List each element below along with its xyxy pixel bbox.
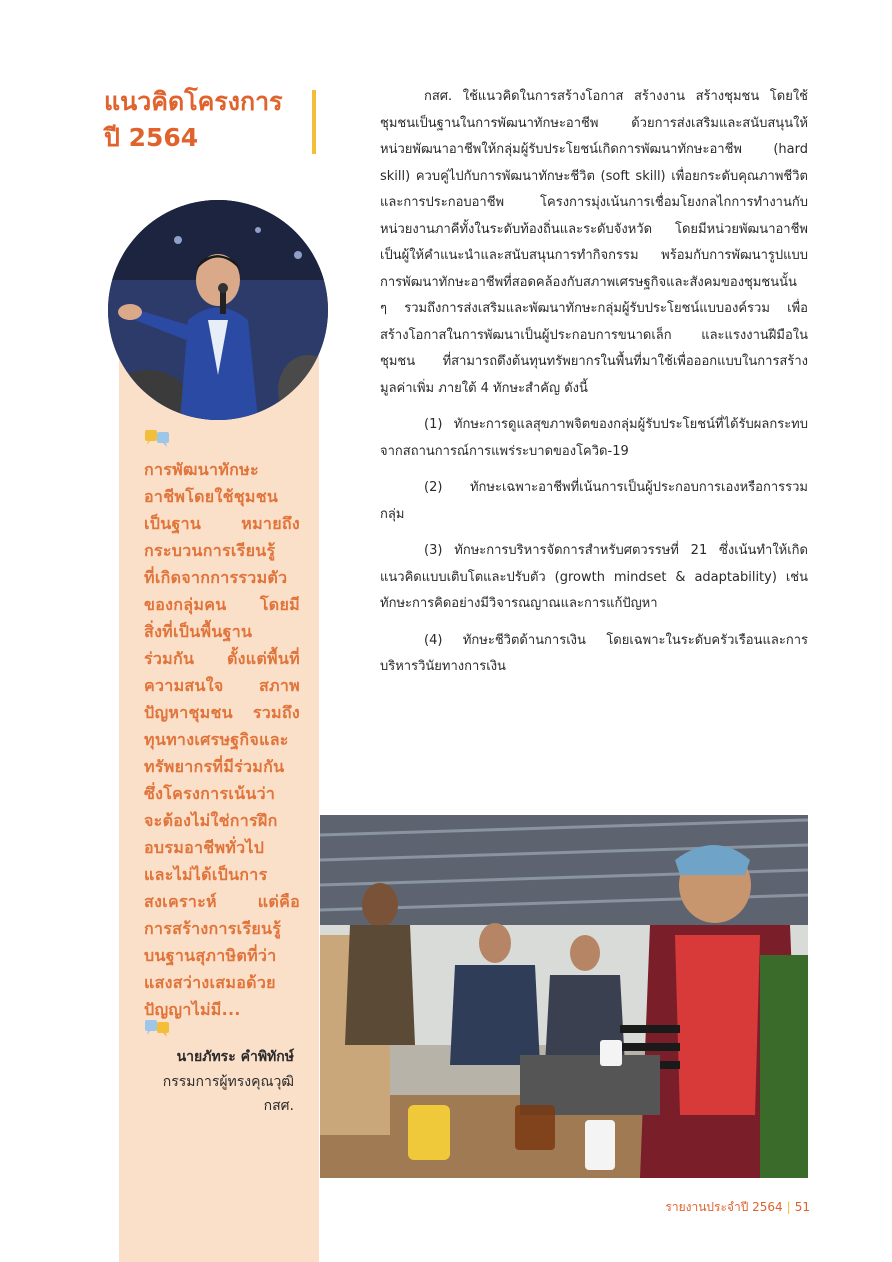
quote-line: ทรัพยากรที่มีร่วมกัน: [144, 757, 285, 776]
speaker-portrait-photo: [108, 200, 328, 420]
quote-close-icon: [144, 1020, 170, 1040]
quote-line: แสงสว่างเสมอด้วย: [144, 973, 276, 992]
heading-line-2: ปี 2564: [104, 123, 199, 152]
footer-report-title: รายงานประจำปี 2564: [665, 1200, 783, 1214]
quote-line: เป็นฐาน หมายถึง: [144, 514, 300, 533]
quote-line: บนฐานสุภาษิตที่ว่า: [144, 946, 277, 965]
body-text: [380, 84, 808, 691]
quote-line: สิ่งที่เป็นพื้นฐาน: [144, 622, 253, 641]
quote-line: อบรมอาชีพทั่วไป: [144, 838, 265, 857]
quote-author-title: [120, 1070, 294, 1118]
page-footer: [600, 1198, 810, 1217]
quote-line: กระบวนการเรียนรู้: [144, 541, 276, 560]
quote-line: จะต้องไม่ใช่การฝึก: [144, 811, 278, 830]
quote-line: ที่เกิดจากการรวมตัว: [144, 568, 288, 587]
quote-line: ความสนใจ สภาพ: [144, 676, 300, 695]
quote-line: การพัฒนาทักษะ: [144, 460, 259, 479]
coffee-workshop-photo: [320, 815, 808, 1178]
pull-quote: [144, 456, 300, 1023]
quote-line: ปัญญาไม่มี...: [144, 1000, 241, 1019]
skill-item-2: (2) ทักษะเฉพาะอาชีพที่เน้นการเป็นผู้ประกอบการเองหรือการรวมกลุ่ม: [380, 480, 808, 522]
quote-line: อาชีพโดยใช้ชุมชน: [144, 487, 279, 506]
heading-line-1: แนวคิดโครงการ: [104, 87, 283, 116]
author-title-line-1: กรรมการผู้ทรงคุณวุฒิ: [162, 1074, 294, 1090]
page-number: 51: [794, 1200, 810, 1214]
intro-paragraph: กสศ. ใช้แนวคิดในการสร้างโอกาส สร้างงาน สร้างชุมชน โดยใช้ชุมชนเป็นฐานในการพัฒนาทักษะอาชีพ ด้วยการส่งเสริมและสนับสนุนให้หน่วยพัฒนาอาชีพให้กลุ่มผู้รับประโยชน์เกิดการพัฒนาทักษะอาชีพ (hard skill) ควบคู่ไปกับการพัฒนาทักษะชีวิต (soft skill) เพื่อยกระดับคุณภาพชีวิตและการประกอบอาชีพ โครงการมุ่งเน้นการเชื่อมโยงกลไกการทำงานกับหน่วยงานภาคีทั้งในระดับท้องถิ่นและระดับจังหวัด โดยมีหน่วยพัฒนาอาชีพเป็นผู้ให้คำแนะนำและสนับสนุนการทำกิจกรรม พร้อมกับการพัฒนารูปแบบการพัฒนาทักษะอาชีพที่สอดคล้องกับสภาพเศรษฐกิจและสังคมของชุมชนนั้น ๆ รวมถึงการส่งเสริมและพัฒนาทักษะกลุ่มผู้รับประโยชน์แบบองค์รวม เพื่อสร้างโอกาสในการพัฒนาเป็นผู้ประกอบการขนาดเล็ก และแรงงานฝีมือในชุมชน ที่สามารถดึงต้นทุนทรัพยากรในพื้นที่มาใช้เพื่อออกแบบในการสร้างมูลค่าเพิ่ม ภายใต้ 4 ทักษะสำคัญ ดังนี้: [380, 89, 808, 396]
quote-line: และไม่ได้เป็นการ: [144, 865, 268, 884]
footer-separator: |: [786, 1200, 791, 1214]
skill-item-3: (3) ทักษะการบริหารจัดการสำหรับศตวรรษที่ 21 ซึ่งเน้นทำให้เกิดแนวคิดแบบเติบโตและปรับตัว (growth mindset & adaptability) เช่น ทักษะการคิดอย่างมีวิจารณญาณและการแก้ปัญหา: [380, 543, 808, 611]
skill-item-4: (4) ทักษะชีวิตด้านการเงิน โดยเฉพาะในระดับครัวเรือนและการบริหารวินัยทางการเงิน: [380, 632, 808, 674]
heading-accent-bar: [312, 90, 316, 154]
skill-item-1: (1) ทักษะการดูแลสุขภาพจิตของกลุ่มผู้รับประโยชน์ที่ได้รับผลกระทบจากสถานการณ์การแพร่ระบาดของโควิด-19: [380, 417, 808, 459]
author-title-line-2: กสศ.: [263, 1098, 294, 1114]
quote-line: สงเคราะห์ แต่คือ: [144, 892, 300, 911]
quote-line: ของกลุ่มคน โดยมี: [144, 595, 300, 614]
quote-open-icon: [144, 430, 170, 450]
quote-line: การสร้างการเรียนรู้: [144, 919, 282, 938]
quote-line: ปัญหาชุมชน รวมถึง: [144, 703, 300, 722]
quote-line: ซึ่งโครงการเน้นว่า: [144, 784, 276, 803]
section-heading: [104, 84, 304, 156]
quote-author-name: นายภัทระ คำพิทักษ์: [176, 1049, 294, 1065]
quote-line: ทุนทางเศรษฐกิจและ: [144, 730, 289, 749]
quote-line: ร่วมกัน ตั้งแต่พื้นที่: [144, 649, 300, 668]
